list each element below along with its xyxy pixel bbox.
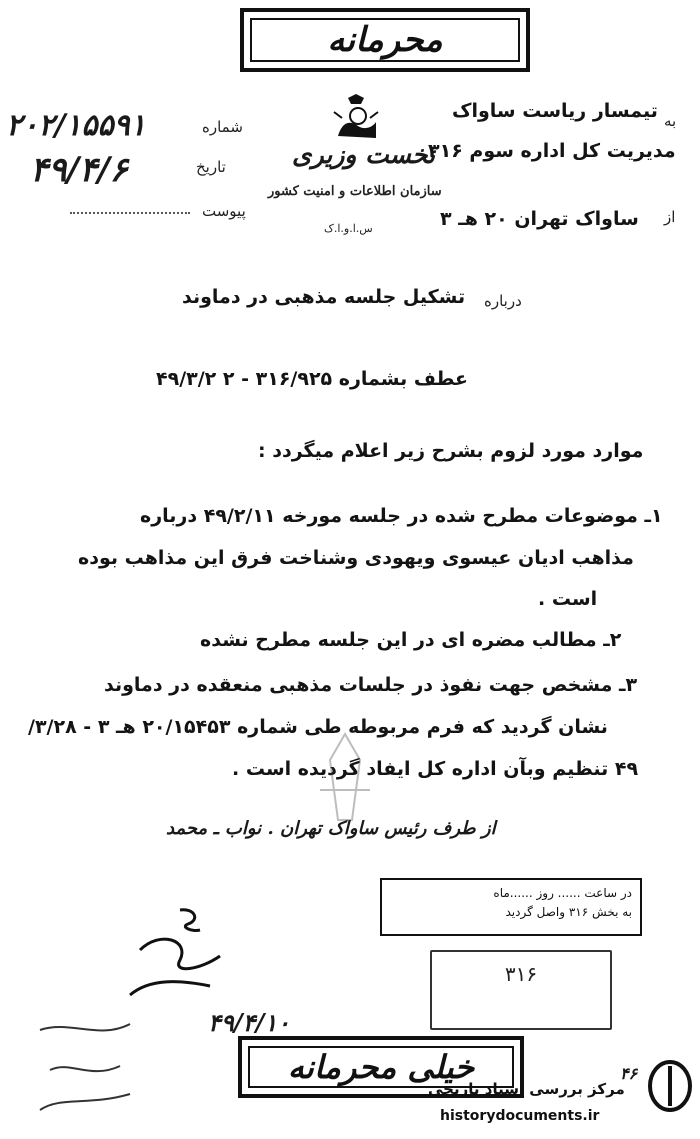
number-field: [2, 108, 202, 154]
from-line: ساواک تهران ۲۰ هـ ۳: [440, 208, 639, 230]
subject-label: درباره: [484, 292, 522, 310]
number-value: ۲۰۲/۱۵۵۹۱: [6, 108, 146, 143]
faded-emblem-icon: [300, 730, 390, 830]
intro-line: موارد مورد لزوم بشرح زیر اعلام میگردد :: [258, 440, 644, 462]
number-label: شماره: [202, 118, 243, 136]
body-line-6: نشان گردید که فرم مربوطه طی شماره ۲۰/۱۵۴۵۳ هـ ۳ - ۳/۲۸/: [28, 716, 608, 738]
date-value: ۴۹/۴/۶: [30, 150, 128, 190]
org-name: سازمان اطلاعات و امنیت کشور: [268, 184, 442, 199]
stamp-bottom-text: خیلی محرمانه: [287, 1048, 475, 1086]
stamp-confidential-top: [240, 8, 530, 72]
stamp-316-text: ۳۱۶: [504, 962, 538, 986]
watermark-org: مرکز بررسی اسناد تاریخی: [428, 1080, 625, 1098]
margin-scribble-icon: [30, 1010, 150, 1120]
stamp-top-text: محرمانه: [327, 20, 443, 60]
to-line-2: مدیریت کل اداره سوم ۳۱۶: [428, 140, 676, 162]
ministry-title: نخست وزیری: [292, 140, 436, 169]
received-line-1: در ساعت ...... روز ......ماه: [493, 886, 632, 900]
body-line-4: ۲ـ مطالب مضره ای در این جلسه مطرح نشده: [200, 629, 622, 651]
faded-emblem: [300, 730, 390, 830]
attachment-label: پیوست: [202, 202, 246, 220]
body-line-7: ۴۹ تنظیم وبآن اداره کل ایفاد گردیده است .: [232, 758, 639, 780]
archive-logo: [648, 1060, 692, 1114]
reference-line: عطف بشماره ۳۱۶/۹۲۵ - ۲ ۴۹/۳/۲: [156, 368, 468, 390]
watermark-site: historydocuments.ir: [440, 1108, 600, 1124]
body-line-2: مذاهب ادیان عیسوی ویهودی وشناخت فرق این مذاهب بوده: [78, 547, 634, 569]
body-line-5: ۳ـ مشخص جهت نفوذ در جلسات مذهبی منعقده در دماوند: [104, 674, 638, 696]
attachment-line: [70, 212, 190, 214]
to-prefix: به: [664, 112, 677, 130]
archive-logo-icon: [648, 1060, 692, 1114]
handwritten-scribble-icon: [110, 900, 250, 1010]
subject-text: تشکیل جلسه مذهبی در دماوند: [182, 286, 466, 308]
from-prefix: از: [664, 208, 676, 226]
received-line-2: به بخش ۳۱۶ واصل گردید: [505, 904, 632, 919]
org-abbr: س.ا.و.ا.ک: [324, 222, 373, 235]
date-label: تاریخ: [196, 158, 226, 176]
stamp-316: [430, 950, 612, 1030]
margin-scribbles: [30, 1010, 150, 1120]
signature-line: از طرف رئیس ساواک تهران . نواب ـ محمد: [166, 818, 496, 839]
page-number: ۴۶: [620, 1064, 638, 1083]
handwritten-date: ۴۹/۴/۱۰: [208, 1008, 290, 1037]
to-line-1: تیمسار ریاست ساواک: [452, 100, 658, 122]
handwritten-initials: [110, 900, 250, 1010]
body-line-1: ۱ـ موضوعات مطرح شده در جلسه مورخه ۴۹/۲/۱۱ درباره: [140, 505, 663, 527]
body-line-3: است .: [538, 588, 598, 610]
received-stamp-box: [380, 878, 642, 936]
